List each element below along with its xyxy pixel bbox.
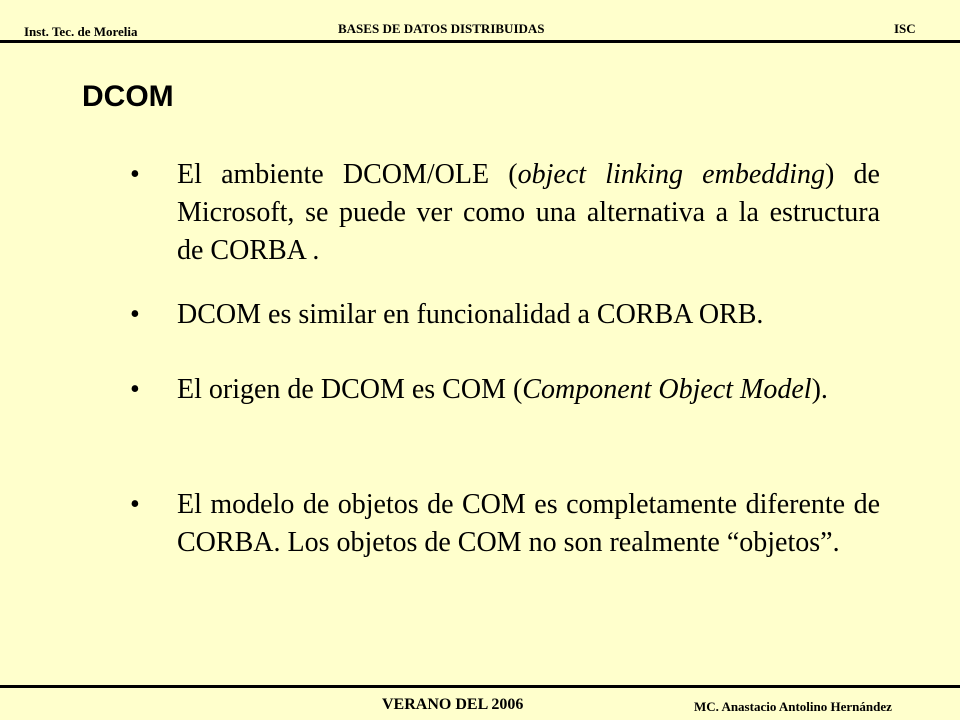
header-institution: Inst. Tec. de Morelia xyxy=(24,24,138,39)
bullet-marker: • xyxy=(130,489,140,520)
bullet-marker: • xyxy=(130,299,140,330)
header-program: ISC xyxy=(894,21,916,36)
bullet-emphasis: Component Object Model xyxy=(522,374,812,405)
bullet-text: ). xyxy=(811,374,828,405)
footer-term: VERANO DEL 2006 xyxy=(382,696,524,713)
bullet-item xyxy=(130,296,880,334)
bullet-marker: • xyxy=(130,374,140,405)
slide-title: DCOM xyxy=(82,80,174,113)
bullet-text: El modelo de objetos de COM es completamente diferente de CORBA. Los objetos de COM no son realmente “objetos”. xyxy=(177,489,880,558)
bullet-emphasis: object linking embedding xyxy=(517,159,826,190)
bullet-item xyxy=(130,486,880,562)
bullet-marker: • xyxy=(130,159,140,190)
header-divider xyxy=(0,40,960,43)
footer-author: MC. Anastacio Antolino Hernández xyxy=(694,699,892,714)
bullet-text: ) de Microsoft, se puede ver como una alternativa a la estructura de CORBA . xyxy=(177,159,880,266)
bullet-item xyxy=(130,371,880,409)
bullet-text: El origen de DCOM es COM ( xyxy=(177,374,523,405)
bullet-text: DCOM es similar en funcionalidad a CORBA ORB. xyxy=(177,299,764,330)
footer-divider xyxy=(0,685,960,688)
bullet-item xyxy=(130,156,880,270)
header-course: BASES DE DATOS DISTRIBUIDAS xyxy=(338,21,545,36)
bullet-text: El ambiente DCOM/OLE ( xyxy=(177,159,518,190)
